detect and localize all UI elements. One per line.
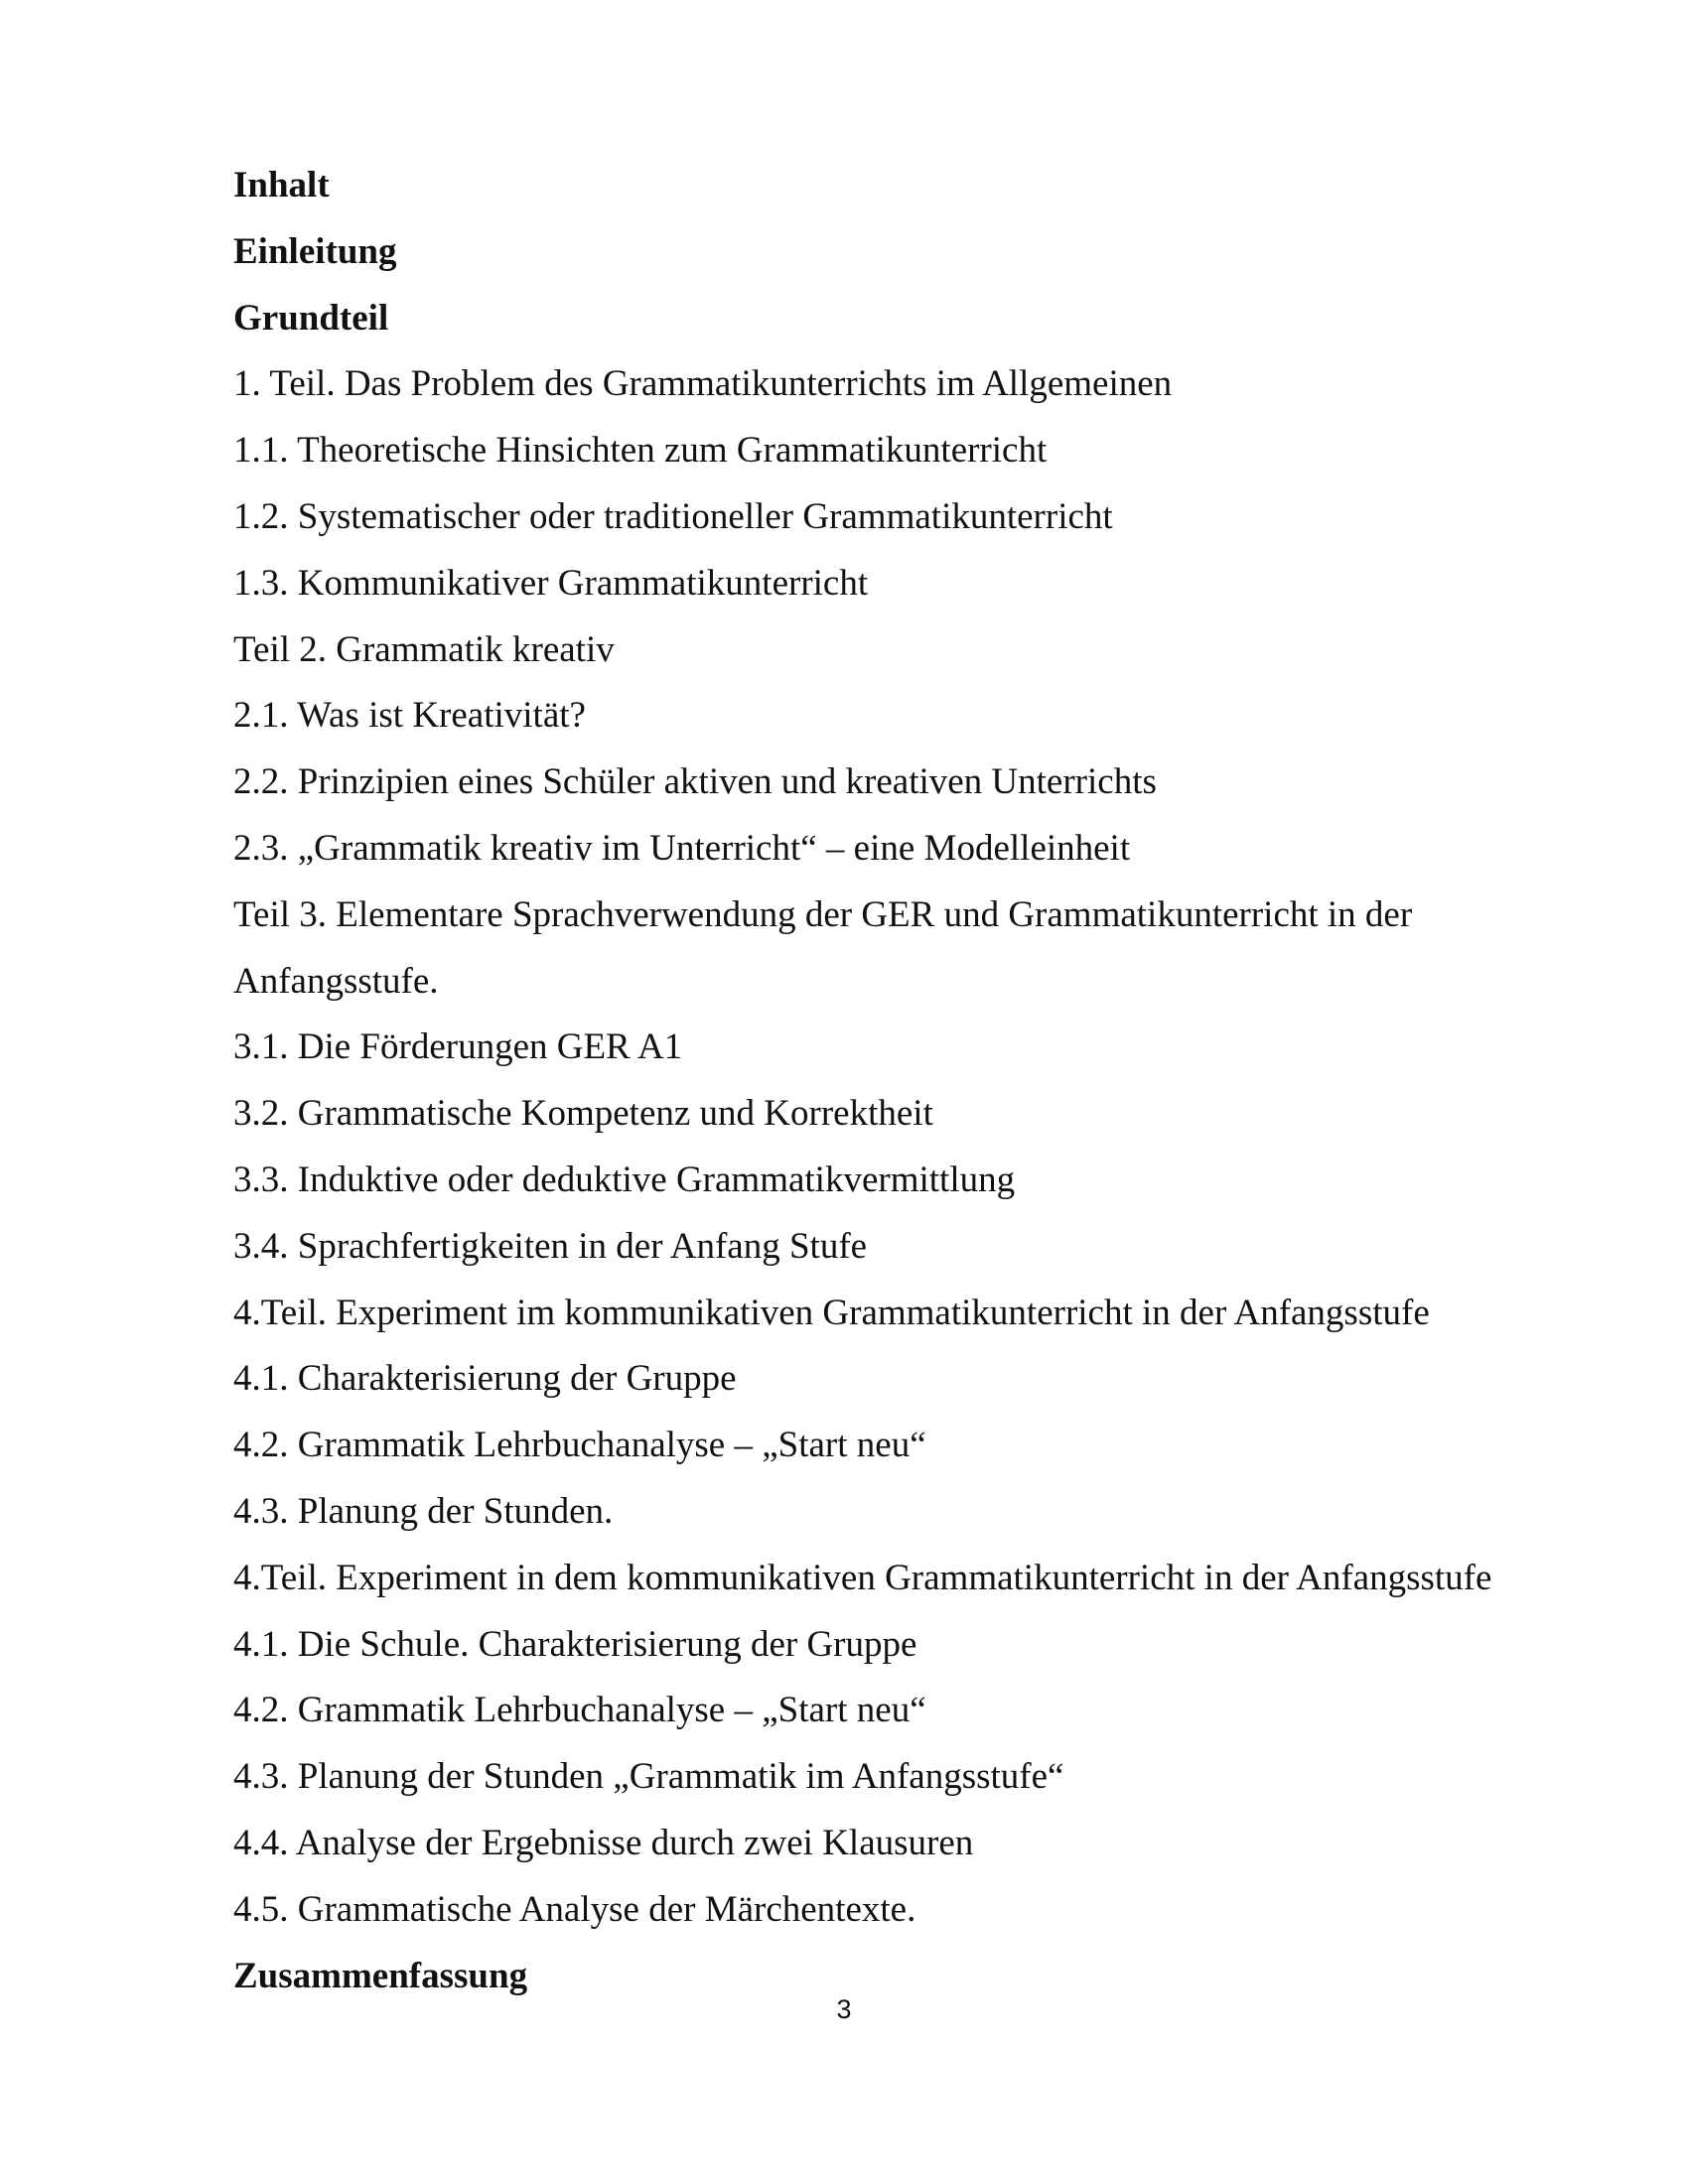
toc-line: Teil 3. Elementare Sprachverwendung der GER und Grammatikunterricht in der: [233, 893, 1413, 935]
toc-line: 3.2. Grammatische Kompetenz und Korrektheit: [233, 1093, 933, 1135]
toc-line: 4.1. Die Schule. Charakterisierung der Gruppe: [233, 1623, 917, 1665]
toc-line: 4.4. Analyse der Ergebnisse durch zwei Klausuren: [233, 1822, 974, 1863]
toc-line: Grundteil: [233, 297, 389, 339]
toc-line: 2.2. Prinzipien eines Schüler aktiven und kreativen Unterrichts: [233, 761, 1157, 803]
toc-line: 4.Teil. Experiment in dem kommunikativen Grammatikunterricht in der Anfangsstufe: [233, 1557, 1492, 1598]
toc-line: 4.Teil. Experiment im kommunikativen Grammatikunterricht in der Anfangsstufe: [233, 1292, 1430, 1333]
toc-line: Inhalt: [233, 165, 330, 205]
toc-line: Zusammenfassung: [233, 1955, 528, 1996]
toc-line: 4.2. Grammatik Lehrbuchanalyse – „Start neu“: [233, 1690, 926, 1731]
toc-line: 1. Teil. Das Problem des Grammatikunterrichts im Allgemeinen: [233, 363, 1173, 405]
toc-line: 3.1. Die Förderungen GER A1: [233, 1026, 683, 1068]
toc-line: 2.3. „Grammatik kreativ im Unterricht“ – eine Modelleinheit: [233, 827, 1131, 869]
toc-line: 4.3. Planung der Stunden.: [233, 1490, 614, 1532]
toc-line: 1.1. Theoretische Hinsichten zum Grammatikunterricht: [233, 430, 1048, 472]
toc-line: 4.3. Planung der Stunden „Grammatik im Anfangsstufe“: [233, 1756, 1064, 1798]
toc-line: 4.2. Grammatik Lehrbuchanalyse – „Start neu“: [233, 1425, 926, 1466]
toc-line: 3.3. Induktive oder deduktive Grammatikvermittlung: [233, 1159, 1016, 1200]
toc-line: Teil 2. Grammatik kreativ: [233, 628, 615, 670]
toc-line: Anfangsstufe.: [233, 960, 439, 1002]
toc-line: 1.2. Systematischer oder traditioneller Grammatikunterricht: [233, 495, 1113, 537]
toc-line: 4.5. Grammatische Analyse der Märchentexte.: [233, 1888, 916, 1930]
page-number: 3: [836, 1994, 852, 2024]
toc-line: Einleitung: [233, 230, 397, 272]
toc-line: 2.1. Was ist Kreativität?: [233, 695, 586, 737]
toc-line: 4.1. Charakterisierung der Gruppe: [233, 1358, 737, 1400]
toc-line: 1.3. Kommunikativer Grammatikunterricht: [233, 562, 869, 604]
toc-line: 3.4. Sprachfertigkeiten in der Anfang Stufe: [233, 1225, 868, 1267]
table-of-contents: [233, 153, 1604, 2009]
